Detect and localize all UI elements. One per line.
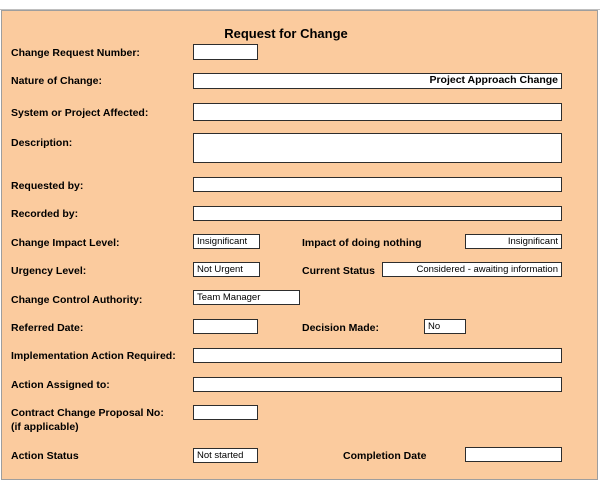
description-label: Description: [11, 137, 73, 149]
description-field[interactable] [193, 133, 562, 163]
system-affected-field[interactable] [193, 103, 562, 121]
urgency-level-label: Urgency Level: [11, 265, 87, 277]
completion-date-field[interactable] [465, 447, 562, 462]
form-title: Request for Change [224, 26, 348, 41]
referred-date-label: Referred Date: [11, 322, 84, 334]
contract-change-proposal-field[interactable] [193, 405, 258, 420]
change-control-authority-field[interactable]: Team Manager [193, 290, 300, 305]
impact-of-doing-nothing-label: Impact of doing nothing [302, 237, 422, 249]
action-status-field[interactable]: Not started [193, 448, 258, 463]
request-for-change-form [1, 10, 598, 480]
decision-made-field[interactable]: No [424, 319, 466, 334]
recorded-by-label: Recorded by: [11, 208, 79, 220]
decision-made-label: Decision Made: [302, 322, 380, 334]
change-request-number-label: Change Request Number: [11, 47, 140, 59]
current-status-label: Current Status [302, 265, 375, 277]
contract-change-proposal-label: Contract Change Proposal No: [11, 407, 164, 419]
action-status-label: Action Status [11, 450, 79, 462]
system-affected-label: System or Project Affected: [11, 107, 149, 119]
change-request-number-field[interactable] [193, 44, 258, 60]
change-impact-level-field[interactable]: Insignificant [193, 234, 260, 249]
implementation-action-field[interactable] [193, 348, 562, 363]
nature-of-change-label: Nature of Change: [11, 75, 103, 87]
recorded-by-field[interactable] [193, 206, 562, 221]
completion-date-label: Completion Date [343, 450, 427, 462]
requested-by-field[interactable] [193, 177, 562, 192]
action-assigned-to-field[interactable] [193, 377, 562, 392]
implementation-action-label: Implementation Action Required: [11, 350, 176, 362]
urgency-level-field[interactable]: Not Urgent [193, 262, 260, 277]
impact-of-doing-nothing-field[interactable]: Insignificant [465, 234, 562, 249]
requested-by-label: Requested by: [11, 180, 84, 192]
nature-of-change-field[interactable]: Project Approach Change [193, 73, 562, 89]
current-status-field[interactable]: Considered - awaiting information [382, 262, 562, 277]
change-impact-level-label: Change Impact Level: [11, 237, 120, 249]
referred-date-field[interactable] [193, 319, 258, 334]
action-assigned-to-label: Action Assigned to: [11, 379, 110, 391]
contract-change-proposal-note: (if applicable) [11, 421, 79, 433]
change-control-authority-label: Change Control Authority: [11, 294, 143, 306]
